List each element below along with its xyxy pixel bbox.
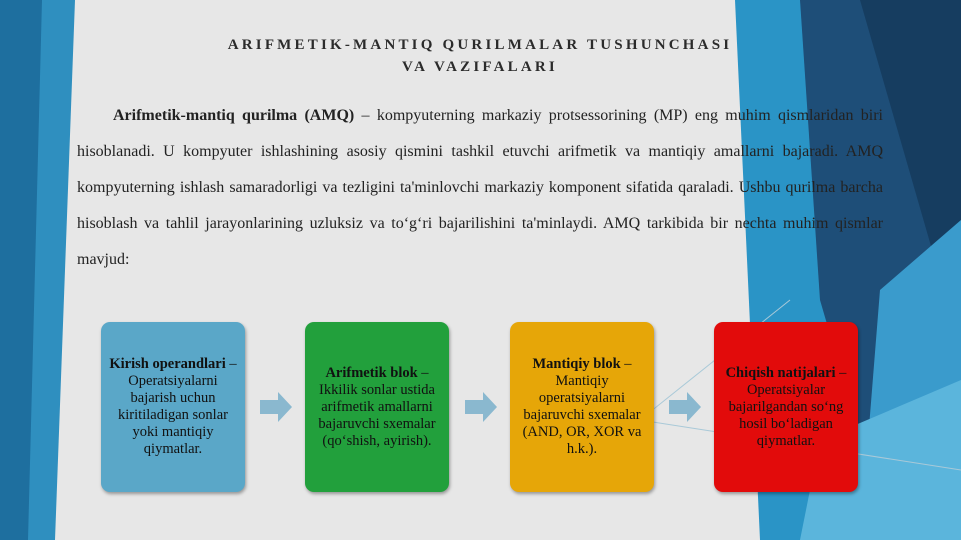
flow-card-arithmetic-block	[305, 322, 449, 492]
intro-paragraph	[77, 98, 883, 278]
card-heading: Chiqish natijalari	[725, 364, 836, 381]
card-heading: Arifmetik blok	[325, 364, 418, 381]
flow-card-input-operands	[101, 322, 245, 492]
intro-term: Arifmetik-mantiq qurilma (AMQ)	[113, 107, 355, 124]
right-arrow-icon	[260, 390, 294, 424]
slide-title	[100, 34, 860, 78]
right-arrow-icon	[669, 390, 703, 424]
card-text: – Operatsiyalarni bajarish uchun kiritiladigan sonlar yoki mantiqiy qiymatlar.	[118, 356, 237, 457]
right-arrow-icon	[465, 390, 499, 424]
card-text: – Mantiqiy operatsiyalarni bajaruvchi sxemalar (AND, OR, XOR va h.k.).	[522, 356, 642, 457]
card-heading: Kirish operandlari	[109, 356, 226, 372]
card-text: – Operatsiyalar bajarilgandan so‘ng hosil bo‘ladigan qiymatlar.	[728, 364, 847, 449]
intro-text: – kompyuterning markaziy protsessorining (MP) eng muhim qismlaridan biri hisoblanadi. U kompyuter ishlashining asosiy qismini tashkil etuvchi arifmetik va mantiqiy amallarni bajaradi. AMQ kompyuterning ishlash samaradorligi va tezligini ta'minlovchi markaziy komponent sifatida qaraladi. Ushbu qurilma barcha hisoblash va tahlil jarayonlarining uzluksiz va to‘g‘ri bajarilishini ta'minlaydi. AMQ tarkibida bir nechta muhim qismlar mavjud:	[77, 107, 883, 268]
flow-card-logic-block	[510, 322, 654, 492]
card-text: – Ikkilik sonlar ustida arifmetik amallarni bajaruvchi sxemalar (qo‘shish, ayirish).	[318, 364, 436, 449]
title-line-1: ARIFMETIK-MANTIQ QURILMALAR TUSHUNCHASI	[227, 37, 733, 53]
flow-card-output-results	[714, 322, 858, 492]
title-line-2: VA VAZIFALARI	[402, 59, 558, 75]
card-heading: Mantiqiy blok	[532, 356, 621, 372]
